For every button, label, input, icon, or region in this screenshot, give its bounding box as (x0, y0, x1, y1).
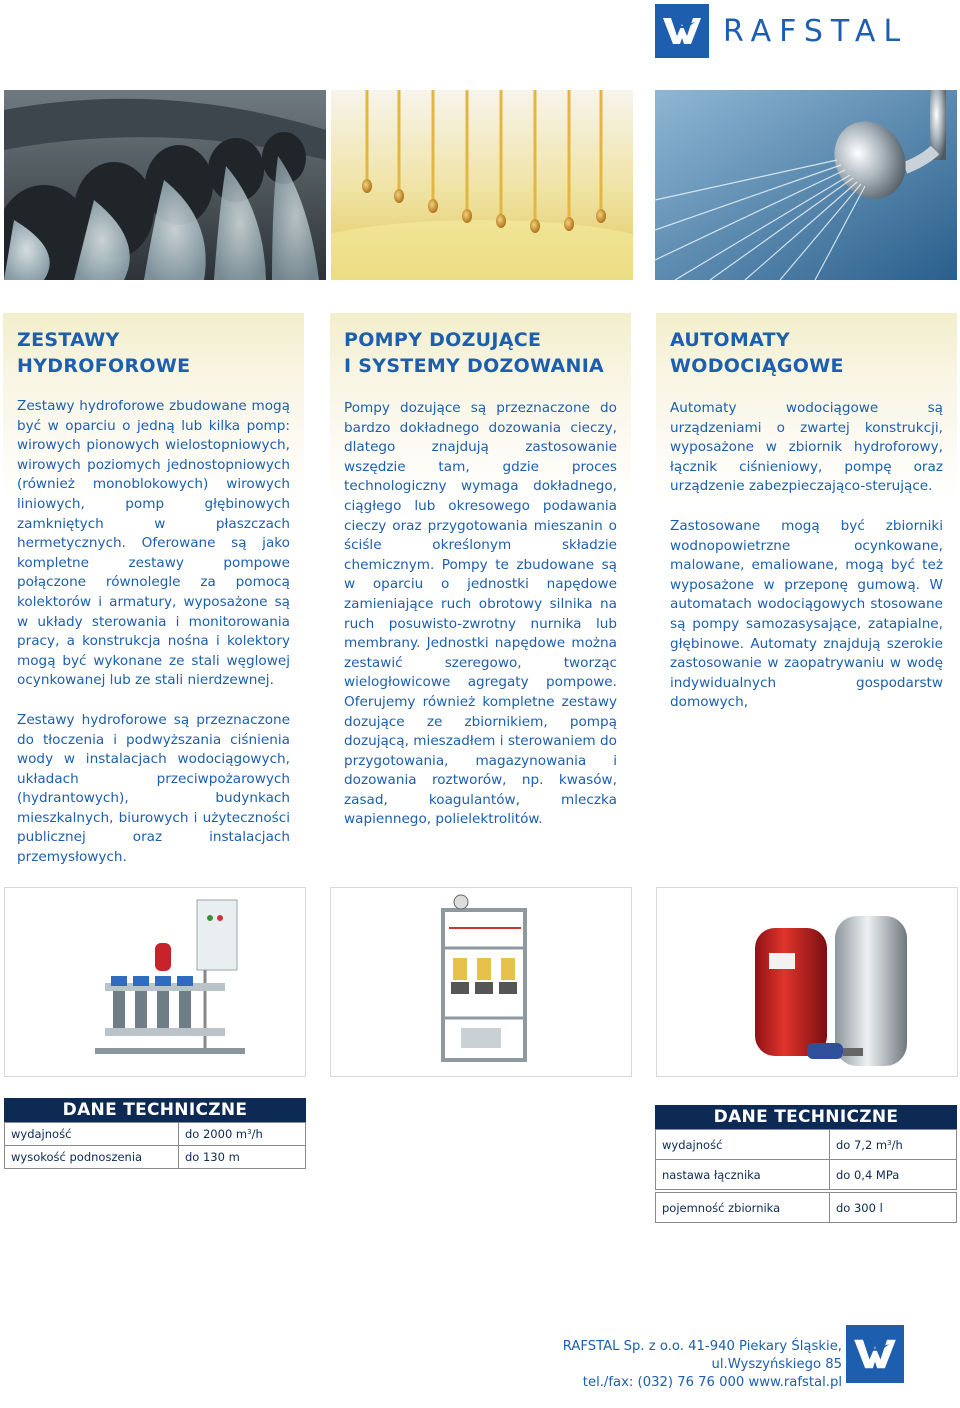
spec-table (4, 1122, 306, 1169)
spec-value-exponent: 3 (887, 1138, 892, 1147)
title-line: I SYSTEMY DOZOWANIA (344, 355, 605, 377)
paragraph: Automaty wodociągowe są urządzeniami o zwartej konstrukcji, wyposażone w zbiornik hydroforowy, łącznik ciśnieniowy, pompę oraz urządzenie zabezpieczająco-sterujące. (670, 400, 943, 495)
column-title (670, 327, 943, 379)
table-row (656, 1130, 957, 1160)
spec-value-text: do 7,2 m (836, 1137, 888, 1152)
column-dosing-pumps (330, 313, 631, 838)
contact-line: tel./fax: (032) 76 76 000 www.rafstal.pl (582, 1375, 842, 1390)
spec-label: wysokość podnoszenia (5, 1146, 179, 1169)
title-line: WODOCIĄGOWE (670, 355, 844, 377)
column-hydrofor-sets (3, 313, 304, 866)
rafstal-footer-logo-icon (846, 1325, 904, 1383)
title-line: POMPY DOZUJĄCE (344, 329, 542, 351)
company-address (462, 1338, 842, 1392)
spec-value: do 130 m (179, 1146, 306, 1169)
spec-value-unit: /h (891, 1137, 903, 1152)
shower-head-photo (655, 90, 957, 280)
rafstal-logo-icon (655, 4, 709, 58)
spec-value-unit: /h (251, 1127, 263, 1141)
address-line: RAFSTAL Sp. z o.o. 41-940 Piekary Śląskie, ul.Wyszyńskiego 85 (562, 1339, 842, 1372)
hydrofor-set-product-image (4, 887, 306, 1077)
technical-data-table-hydrofor (4, 1098, 306, 1169)
column-title (17, 327, 290, 379)
spec-value-exponent: 3 (247, 1128, 252, 1136)
spec-value: do 0,4 MPa (830, 1160, 957, 1190)
spec-value (179, 1123, 306, 1146)
rafstal-logo (655, 4, 908, 58)
title-line: AUTOMATY (670, 329, 790, 351)
column-water-automats (656, 313, 957, 838)
spec-label: pojemność zbiornika (656, 1193, 830, 1223)
paragraph: Zastosowane mogą być zbiorniki wodnopowietrzne ocynkowane, malowane, emaliowane, mogą być też wyposażone w przeponę gumową. W automatach wodociągowych stosowane są pompy samozasysające, zatapialne, głębinowe. Automaty znajdują szerokie zastosowanie w zaopatrywaniu w wodę indywidualnych gospodarstw domowych, (670, 517, 943, 711)
spec-table (655, 1129, 957, 1223)
column-title (344, 327, 617, 379)
oil-drops-photo (331, 90, 633, 280)
dosing-system-product-image (330, 887, 632, 1077)
spec-value: do 300 l (830, 1193, 957, 1223)
table-row (5, 1123, 306, 1146)
pipes-water-photo (4, 90, 326, 280)
paragraph: Zestawy hydroforowe zbudowane mogą być w oparciu o jedną lub kilka pomp: wirowych pionowych wielostopniowych, wirowych poziomych jednostopniowych (również monoblokowych) wirowych liniowych, pomp głębinowych zamkniętych w płaszczach hermetycznych. Oferowane są jako kompletne zestawy pompowe połączone równolegle za pomocą kolektorów i armatury, wyposażone są w układy sterowania i monitorowania pracy, a konstrukcja nośna i kolektory mogą być wykonane ze stali węglowej ocynkowanej lub ze stali nierdzewnej. (17, 398, 290, 689)
table-row (5, 1146, 306, 1169)
table-title: DANE TECHNICZNE (4, 1098, 306, 1122)
water-automat-product-image (656, 887, 958, 1077)
spec-value-text: do 2000 m (185, 1127, 248, 1141)
spec-label: wydajność (656, 1130, 830, 1160)
table-title: DANE TECHNICZNE (655, 1105, 957, 1129)
brand-name: RAFSTAL (723, 13, 909, 49)
spec-label: nastawa łącznika (656, 1160, 830, 1190)
title-line: ZESTAWY HYDROFOROWE (17, 329, 191, 377)
paragraph: Zestawy hydroforowe są przeznaczone do tłoczenia i podwyższania ciśnienia wody w instalacjach wodociągowych, układach przeciwpożarowych (hydrantowych), budynkach mieszkalnych, biurowych i użyteczności publicznej oraz instalacjach przemysłowych. (17, 711, 290, 866)
technical-data-table-automat (655, 1105, 957, 1223)
spec-value (830, 1130, 957, 1160)
table-row (656, 1160, 957, 1190)
table-row (656, 1193, 957, 1223)
paragraph: Pompy dozujące są przeznaczone do bardzo dokładnego dozowania cieczy, dlatego znajdują zastosowanie wszędzie tam, gdzie proces technologiczny wymaga dokładnego, ciągłego lub okresowego podawania cieczy oraz przygotowania mieszanin o ściśle określonym składzie chemicznym. Pompy te zbudowane są w oparciu o jednostki napędowe zamieniające ruch obrotowy silnika na ruch posuwisto-zwrotny nurnika lub membrany. Jednostki napędowe można zestawić szeregowo, tworząc wielogłowicowe agregaty pompowe. Oferujemy również kompletne zestawy dozujące ze zbiornikiem, pompą dozującą, mieszadłem i sterowaniem do przygotowania, magazynowania i dozowania roztworów, np. kwasów, zasad, koagulantów, mleczka wapiennego, polielektrolitów. (344, 400, 617, 828)
spec-label: wydajność (5, 1123, 179, 1146)
